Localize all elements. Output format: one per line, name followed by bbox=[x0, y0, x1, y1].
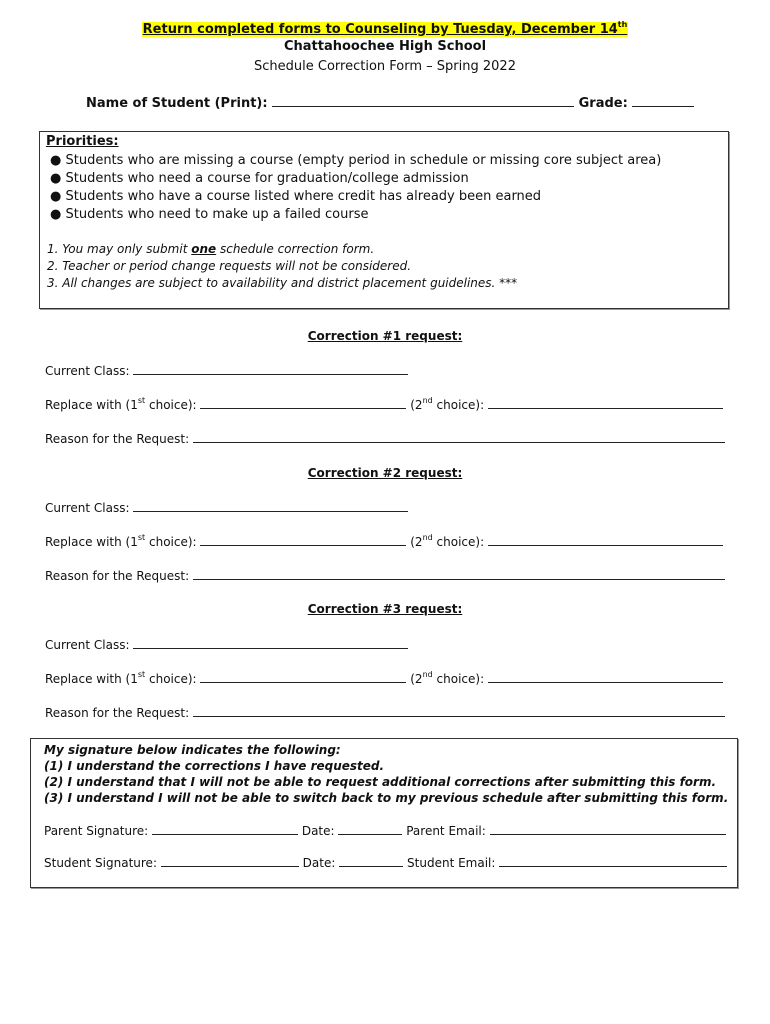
parent-signature-row: Parent Signature: Date: Parent Email: bbox=[44, 823, 726, 838]
first-choice-field[interactable] bbox=[200, 397, 406, 409]
priorities-box bbox=[39, 131, 729, 309]
priority-item: ● Students who have a course listed where credit has already been earned bbox=[50, 189, 542, 204]
grade-field[interactable] bbox=[632, 95, 694, 107]
second-choice-field[interactable] bbox=[488, 534, 723, 546]
correction-1-replace-row: Replace with (1st choice): (2nd choice): bbox=[45, 397, 723, 412]
priority-item: ● Students who are missing a course (empty period in schedule or missing core subject area) bbox=[50, 153, 662, 168]
correction-2-current-row: Current Class: bbox=[45, 500, 408, 515]
signature-box bbox=[30, 738, 738, 888]
signature-intro: My signature below indicates the following: bbox=[44, 743, 341, 757]
correction-3-replace-row: Replace with (1st choice): (2nd choice): bbox=[45, 671, 723, 686]
student-date-field[interactable] bbox=[339, 855, 403, 867]
first-choice-field[interactable] bbox=[200, 671, 406, 683]
current-class-field[interactable] bbox=[133, 363, 408, 375]
acknowledgement-1: (1) I understand the corrections I have requested. bbox=[44, 759, 385, 773]
rule-two: 2. Teacher or period change requests will not be considered. bbox=[47, 259, 412, 273]
current-class-field[interactable] bbox=[133, 637, 408, 649]
acknowledgement-3: (3) I understand I will not be able to switch back to my previous schedule after submitting this form. bbox=[44, 791, 729, 805]
rule-three: 3. All changes are subject to availability and district placement guidelines. *** bbox=[47, 276, 518, 290]
student-name-label: Name of Student (Print): bbox=[86, 96, 268, 111]
form-title: Schedule Correction Form – Spring 2022 bbox=[254, 59, 516, 74]
second-choice-field[interactable] bbox=[488, 397, 723, 409]
priority-item: ● Students who need to make up a failed course bbox=[50, 207, 369, 222]
parent-email-field[interactable] bbox=[490, 823, 726, 835]
correction-1-current-row: Current Class: bbox=[45, 363, 408, 378]
reason-field[interactable] bbox=[193, 568, 725, 580]
correction-3-title: Correction #3 request: bbox=[307, 602, 463, 616]
student-email-field[interactable] bbox=[499, 855, 727, 867]
correction-1-reason-row: Reason for the Request: bbox=[45, 431, 725, 446]
school-name: Chattahoochee High School bbox=[283, 39, 487, 54]
priorities-heading: Priorities: bbox=[46, 134, 119, 149]
student-name-row bbox=[86, 95, 694, 111]
correction-2-reason-row: Reason for the Request: bbox=[45, 568, 725, 583]
correction-2-replace-row: Replace with (1st choice): (2nd choice): bbox=[45, 534, 723, 549]
parent-signature-field[interactable] bbox=[152, 823, 298, 835]
acknowledgement-2: (2) I understand that I will not be able to request additional corrections after submitting this form. bbox=[44, 775, 717, 789]
second-choice-field[interactable] bbox=[488, 671, 723, 683]
current-class-field[interactable] bbox=[133, 500, 408, 512]
reason-field[interactable] bbox=[193, 431, 725, 443]
correction-3-current-row: Current Class: bbox=[45, 637, 408, 652]
correction-1-title: Correction #1 request: bbox=[307, 329, 463, 343]
parent-date-field[interactable] bbox=[338, 823, 402, 835]
reason-field[interactable] bbox=[193, 705, 725, 717]
correction-2-title: Correction #2 request: bbox=[307, 466, 463, 480]
correction-3-reason-row: Reason for the Request: bbox=[45, 705, 725, 720]
first-choice-field[interactable] bbox=[200, 534, 406, 546]
student-signature-field[interactable] bbox=[161, 855, 299, 867]
student-name-field[interactable] bbox=[272, 95, 574, 107]
deadline-banner: Return completed forms to Counseling by Tuesday, December 14th bbox=[142, 19, 628, 37]
grade-label: Grade: bbox=[578, 96, 628, 111]
rule-one: 1. You may only submit one schedule correction form. bbox=[47, 242, 375, 256]
student-signature-row: Student Signature: Date: Student Email: bbox=[44, 855, 727, 870]
priority-item: ● Students who need a course for graduation/college admission bbox=[50, 171, 469, 186]
